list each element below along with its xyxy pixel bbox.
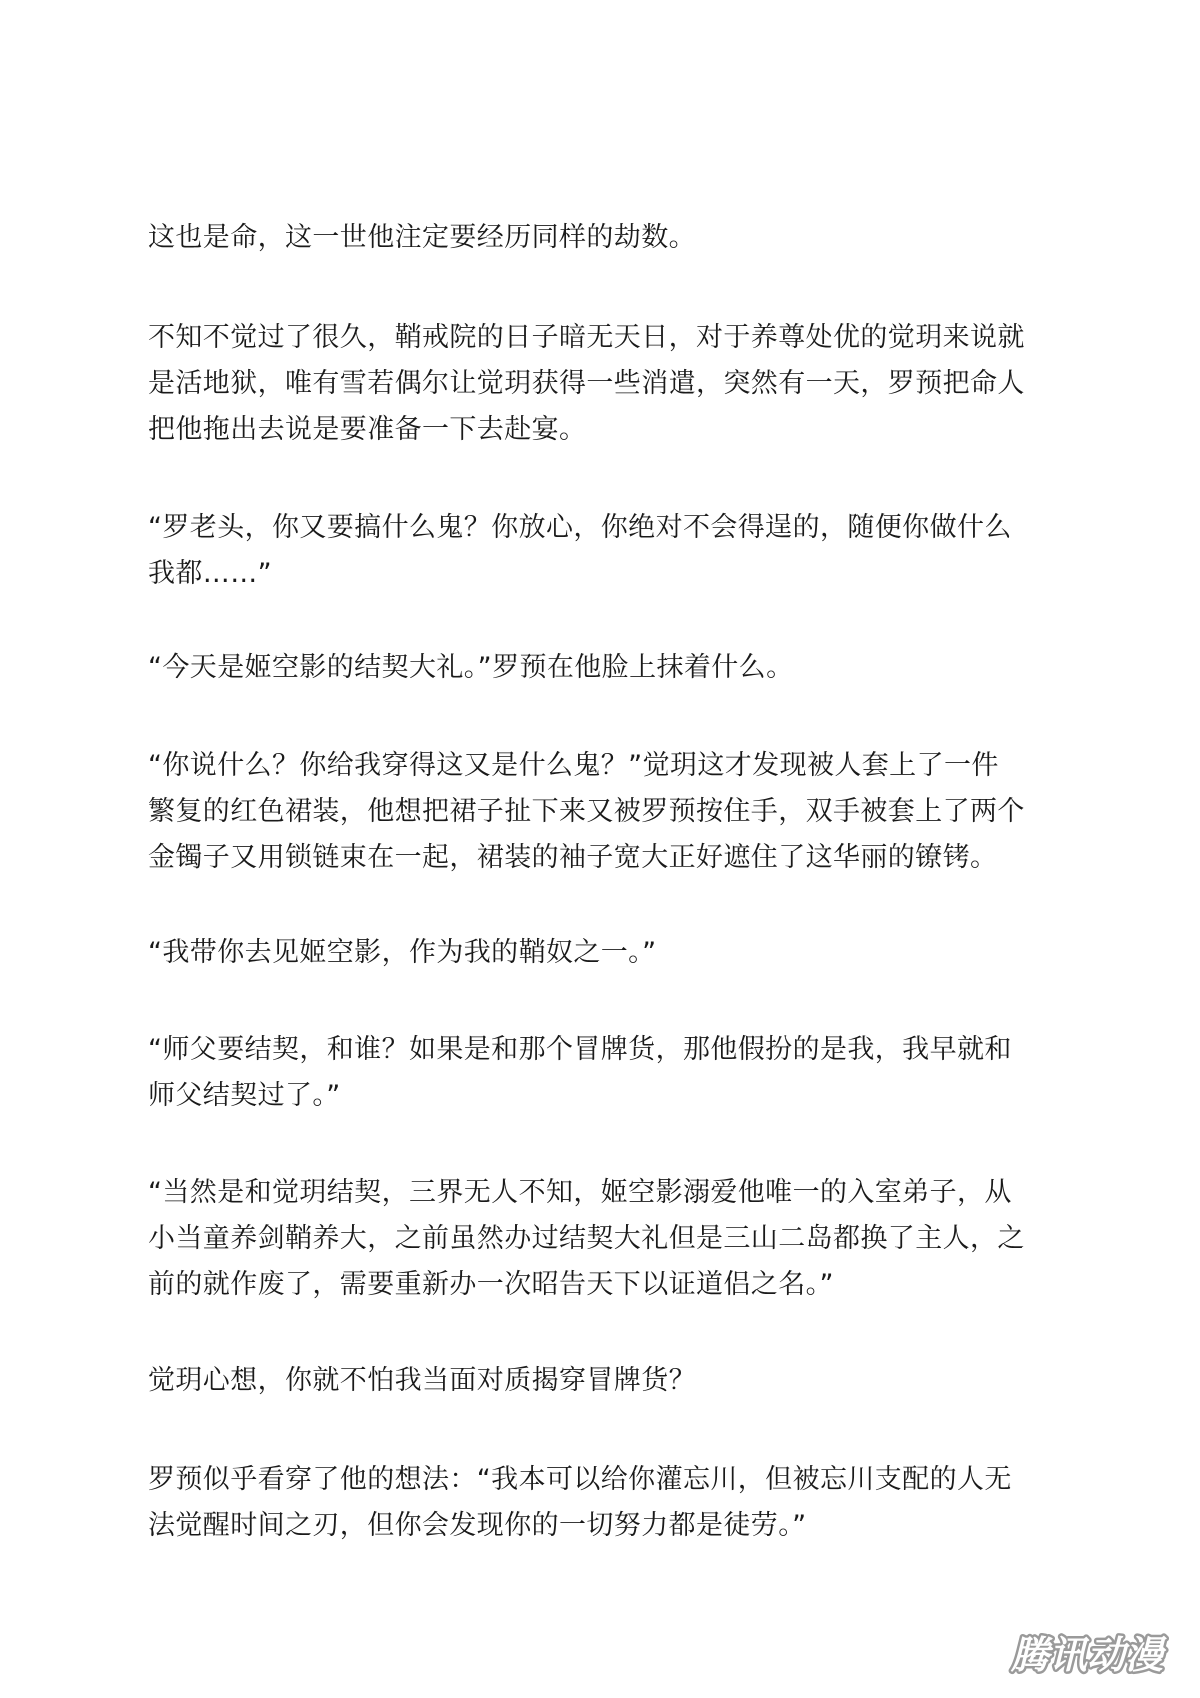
watermark-text: 腾讯动漫 xyxy=(1010,1633,1164,1677)
watermark-logo xyxy=(992,1628,1182,1682)
paragraph: “师父要结契，和谁？如果是和那个冒牌货，那他假扮的是我，我早就和 师父结契过了。” xyxy=(148,1034,1012,1111)
paragraph: “当然是和觉玥结契，三界无人不知，姬空影溺爱他唯一的入室弟子，从 小当童养剑鞘养大，之前虽然办过结契大礼但是三山二岛都换了主人，之 前的就作废了，需要重新办一次昭告天下以证道侣之名。” xyxy=(148,1177,1025,1300)
paragraph: “你说什么？你给我穿得这又是什么鬼？”觉玥这才发现被人套上了一件 繁复的红色裙装，他想把裙子扯下来又被罗预按住手，双手被套上了两个 金镯子又用锁链束在一起，裙装的袖子宽大正好遮住了这华丽的镣铐。 xyxy=(148,750,1025,873)
paragraph: 罗预似乎看穿了他的想法：“我本可以给你灌忘川，但被忘川支配的人无 法觉醒时间之刃，但你会发现你的一切努力都是徒劳。” xyxy=(148,1464,1012,1541)
paragraph: “我带你去见姬空影，作为我的鞘奴之一。” xyxy=(148,937,657,968)
watermark-logo-icon xyxy=(992,1628,1182,1682)
paragraph: 觉玥心想，你就不怕我当面对质揭穿冒牌货？ xyxy=(148,1365,696,1396)
paragraph: 这也是命，这一世他注定要经历同样的劫数。 xyxy=(148,222,696,253)
paragraph: “今天是姬空影的结契大礼。”罗预在他脸上抹着什么。 xyxy=(148,652,794,683)
paragraph: “罗老头，你又要搞什么鬼？你放心，你绝对不会得逞的，随便你做什么 我都……” xyxy=(148,512,1012,589)
paragraph: 不知不觉过了很久，鞘戒院的日子暗无天日，对于养尊处优的觉玥来说就 是活地狱，唯有雪若偶尔让觉玥获得一些消遣，突然有一天，罗预把命人 把他拖出去说是要准备一下去赴宴。 xyxy=(148,322,1025,445)
